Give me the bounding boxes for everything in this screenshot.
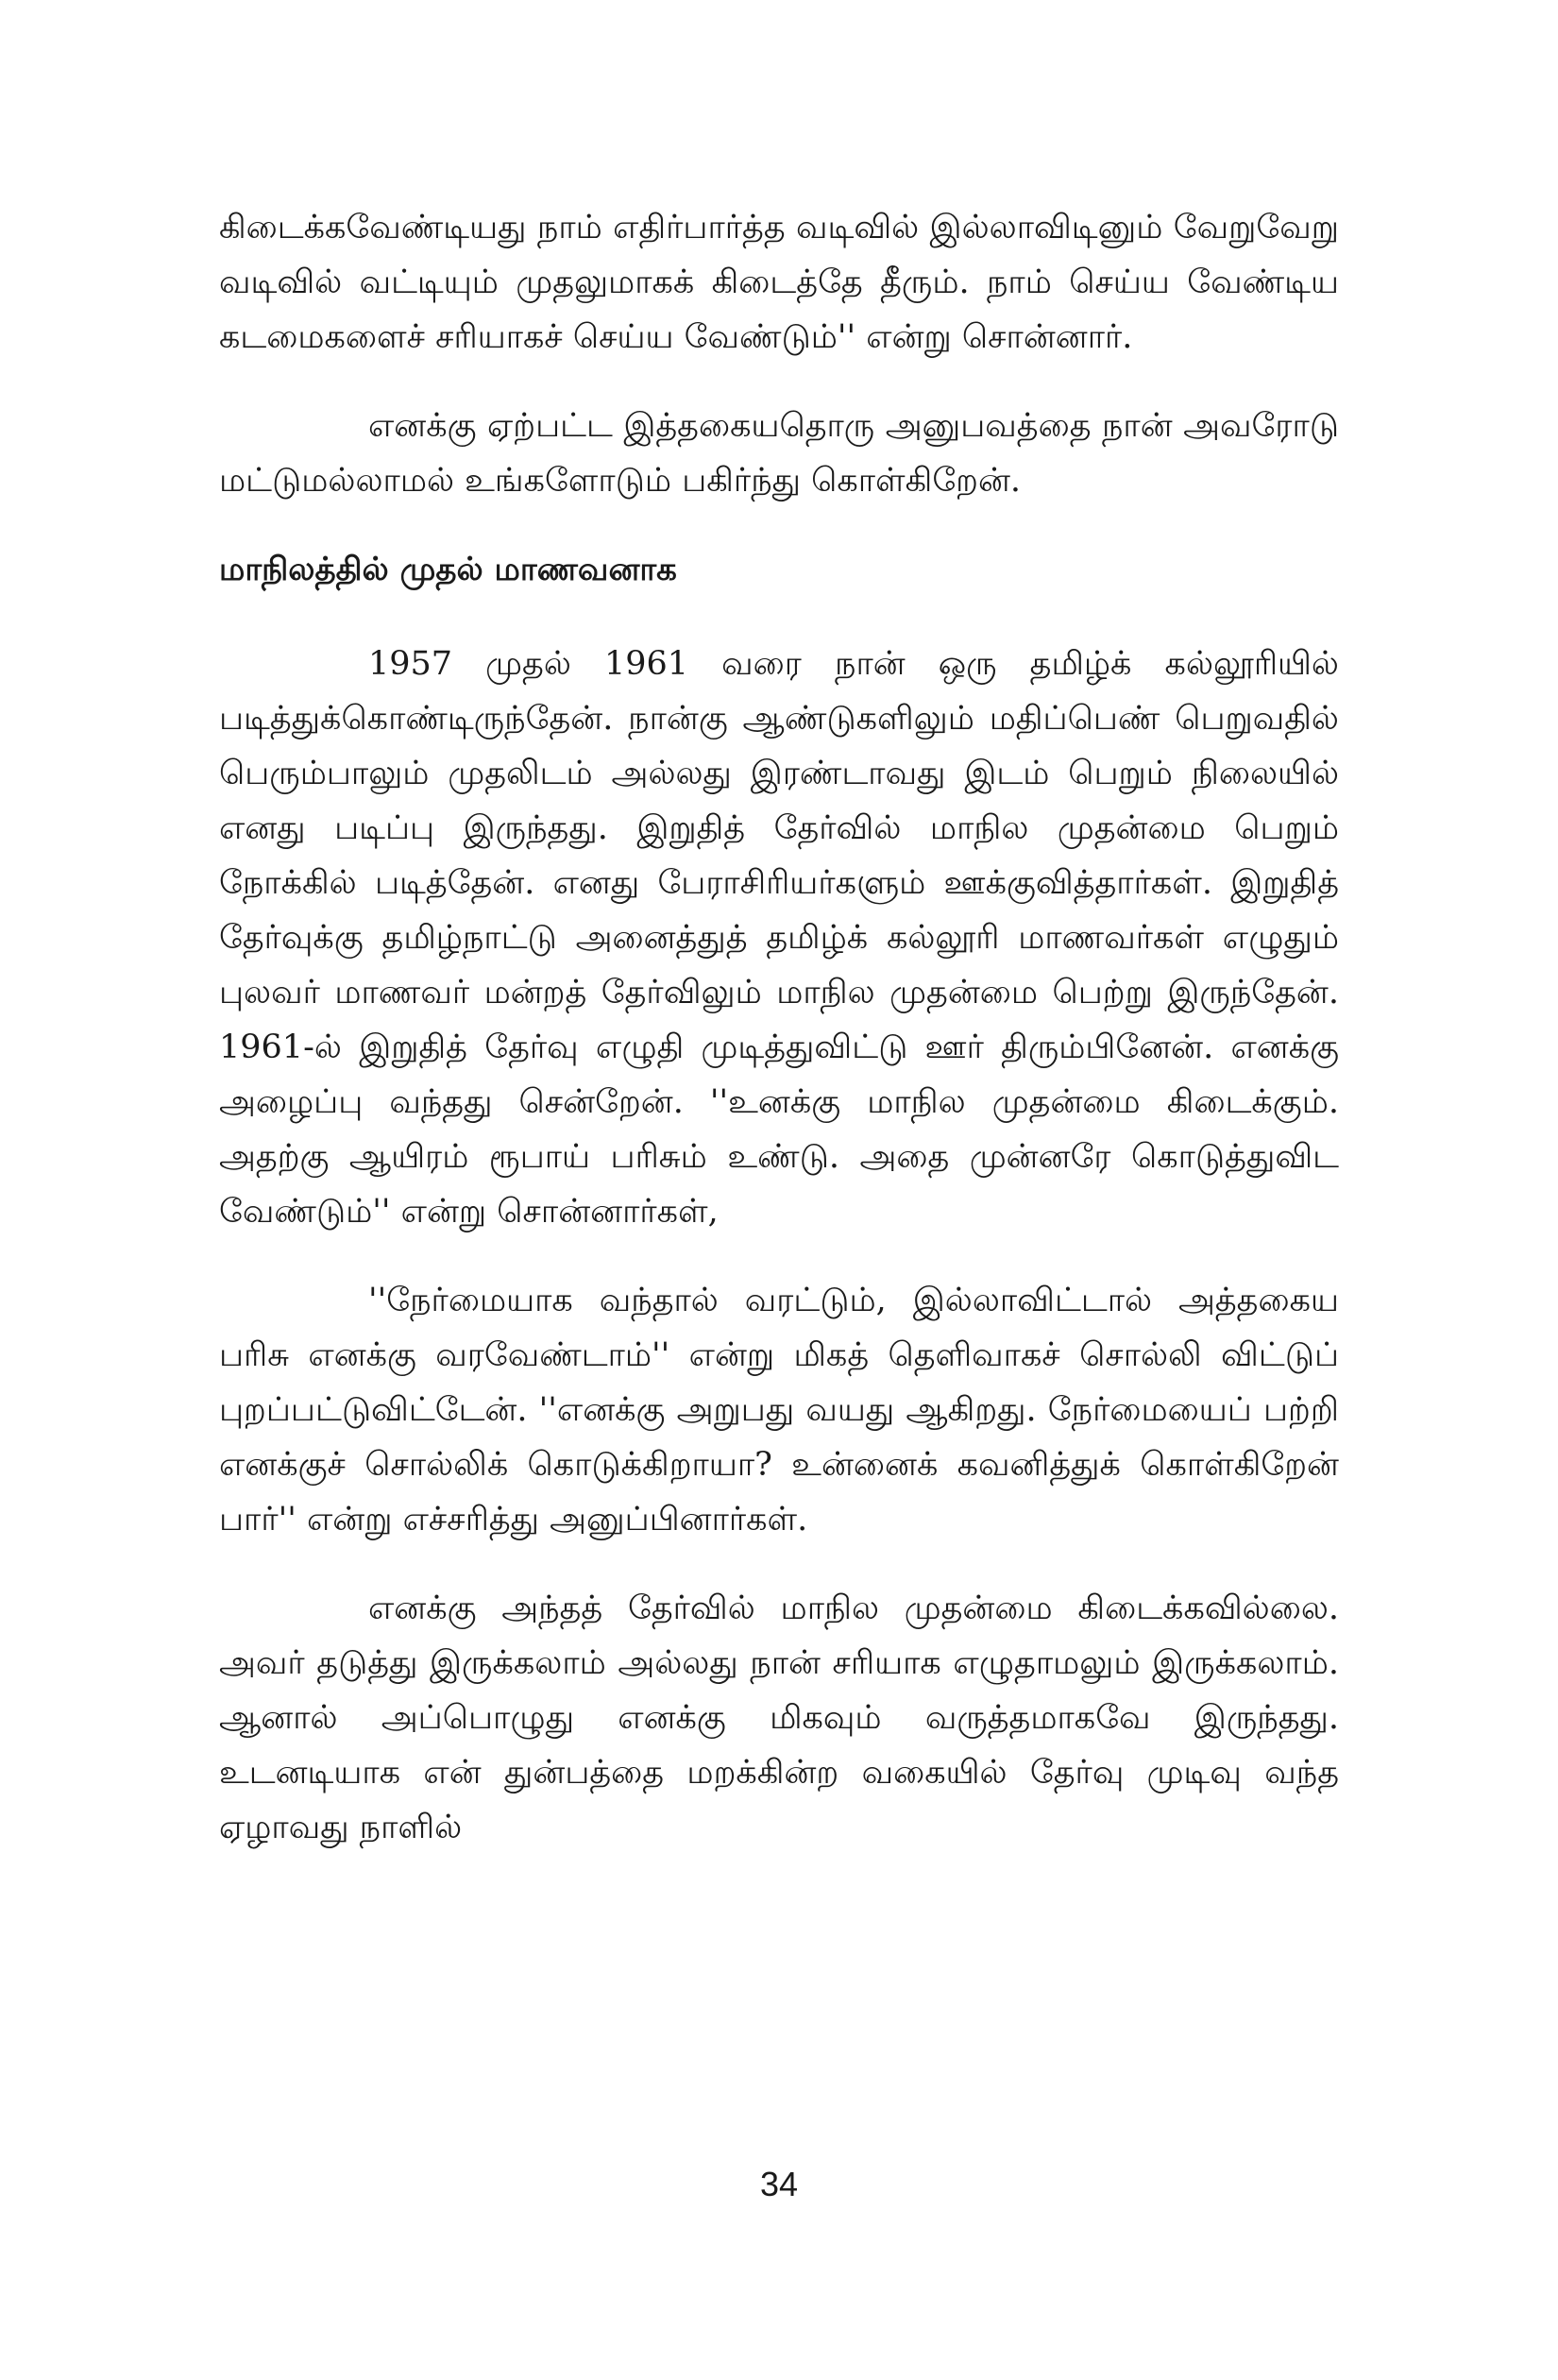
paragraph-continued: கிடைக்கவேண்டியது நாம் எதிர்பார்த்த வடிவில் இல்லாவிடினும் வேறுவேறு வடிவில் வட்டியும் முதலுமாகக் கிடைத்தே தீரும். நாம் செய்ய வேண்டிய கடமைகளைச் சரியாகச் செய்ய வேண்டும்'' என்று சொன்னார். bbox=[219, 209, 1339, 356]
paragraph-sharing: எனக்கு ஏற்பட்ட இத்தகையதொரு அனுபவத்தை நான் அவரோடு மட்டுமல்லாமல் உங்களோடும் பகிர்ந்து கொள்கிறேன். bbox=[219, 407, 1339, 500]
paragraph-result: எனக்கு அந்தத் தேர்வில் மாநில முதன்மை கிடைக்கவில்லை. அவர் தடுத்து இருக்கலாம் அல்லது நான் சரியாக எழுதாமலும் இருக்கலாம். ஆனால் அப்பொழுது எனக்கு மிகவும் வருத்தமாகவே இருந்தது. உடனடியாக என் துன்பத்தை மறக்கின்ற வகையில் தேர்வு முடிவு வந்த ஏழாவது நாளில் bbox=[219, 1590, 1339, 1846]
section-heading: மாநிலத்தில் முதல் மாணவனாக bbox=[219, 551, 677, 588]
page-body bbox=[219, 200, 1339, 1889]
paragraph-college: 1957 முதல் 1961 வரை நான் ஒரு தமிழ்க் கல்லூரியில் படித்துக்கொண்டிருந்தேன். நான்கு ஆண்டுகளிலும் மதிப்பெண் பெறுவதில் பெரும்பாலும் முதலிடம் அல்லது இரண்டாவது இடம் பெறும் நிலையில் எனது படிப்பு இருந்தது. இறுதித் தேர்வில் மாநில முதன்மை பெறும் நோக்கில் படித்தேன். எனது பேராசிரியர்களும் ஊக்குவித்தார்கள். இறுதித் தேர்வுக்கு தமிழ்நாட்டு அனைத்துத் தமிழ்க் கல்லூரி மாணவர்கள் எழுதும் புலவர் மாணவர் மன்றத் தேர்விலும் மாநில முதன்மை பெற்று இருந்தேன். 1961-ல் இறுதித் தேர்வு எழுதி முடித்துவிட்டு ஊர் திரும்பினேன். எனக்கு அழைப்பு வந்தது சென்றேன். ''உனக்கு மாநில முதன்மை கிடைக்கும். அதற்கு ஆயிரம் ரூபாய் பரிசும் உண்டு. அதை முன்னரே கொடுத்துவிட வேண்டும்'' என்று சொன்னார்கள், bbox=[219, 645, 1339, 1231]
page-number: 34 bbox=[759, 2165, 799, 2203]
paragraph-honesty: ''நேர்மையாக வந்தால் வரட்டும், இல்லாவிட்டால் அத்தகைய பரிசு எனக்கு வரவேண்டாம்'' என்று மிகத் தெளிவாகச் சொல்லி விட்டுப் புறப்பட்டுவிட்டேன். ''எனக்கு அறுபது வயது ஆகிறது. நேர்மையைப் பற்றி எனக்குச் சொல்லிக் கொடுக்கிறாயா? உன்னைக் கவனித்துக் கொள்கிறேன் பார்'' என்று எச்சரித்து அனுப்பினார்கள். bbox=[219, 1282, 1339, 1538]
